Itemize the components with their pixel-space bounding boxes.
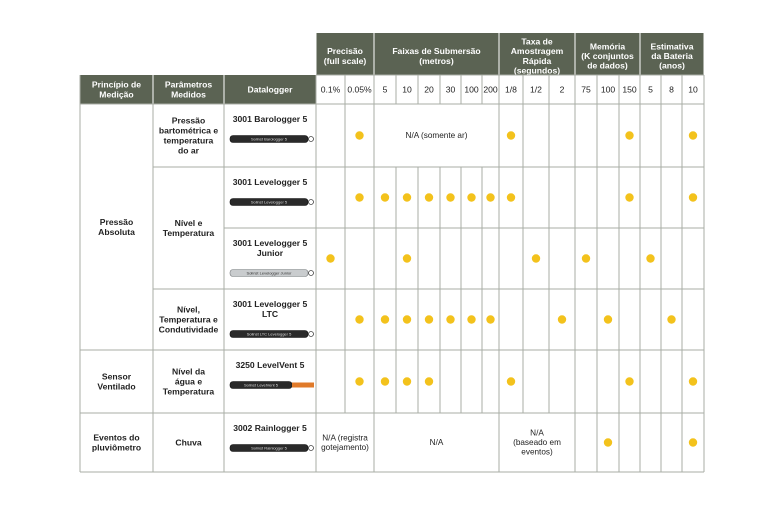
not-applicable-note-line: gotejamento) — [321, 442, 369, 452]
availability-dot — [381, 193, 389, 201]
principle-label-line: Eventos do — [93, 432, 140, 443]
principle-label — [97, 372, 135, 392]
group-header-line: Rápida — [522, 55, 552, 66]
availability-dot — [381, 377, 389, 385]
datalogger-label: Solinst Rainlogger 5 — [251, 445, 287, 451]
group-header-line: (full scale) — [323, 55, 367, 66]
availability-dot — [507, 377, 515, 385]
availability-dot — [507, 193, 515, 201]
availability-dot — [403, 315, 411, 323]
principle-label — [92, 433, 141, 453]
product-name: LTC — [261, 309, 279, 319]
availability-dot — [355, 377, 363, 385]
principle-label-line: Absoluta — [98, 227, 135, 237]
parameter-label — [163, 367, 215, 397]
column-header-line: Parâmetros — [164, 79, 213, 90]
group-header — [324, 46, 367, 66]
availability-dot — [486, 315, 494, 323]
principle-label-line: Pressão — [99, 217, 134, 227]
product-name: 3001 Levelogger 5 — [232, 177, 308, 187]
availability-dot — [467, 315, 475, 323]
availability-dot — [403, 193, 411, 201]
group-header-line: (metros) — [419, 55, 454, 66]
sub-column-label: 8 — [669, 84, 674, 95]
availability-dot — [403, 254, 411, 262]
sub-column-label: 10 — [402, 84, 412, 95]
principle-label-line: Sensor — [101, 371, 132, 382]
column-header — [165, 80, 213, 100]
column-header — [248, 85, 294, 95]
availability-dot — [689, 377, 697, 385]
availability-dot — [604, 438, 612, 446]
group-header-line: (anos) — [659, 60, 685, 71]
group-header-line: de dados) — [587, 60, 628, 71]
availability-dot — [425, 193, 433, 201]
not-applicable-note-line: N/A (somente ar) — [405, 131, 468, 140]
group-header-line: (segundos) — [513, 65, 561, 76]
datalogger-ring — [309, 200, 314, 205]
availability-dot — [446, 315, 454, 323]
sub-column-label: 200 — [483, 84, 498, 95]
parameter-label — [159, 116, 218, 156]
column-header-line: Datalogger — [247, 84, 293, 95]
sub-column-label: 150 — [622, 84, 637, 95]
availability-dot — [532, 254, 540, 262]
availability-dot — [625, 377, 633, 385]
availability-dot — [486, 193, 494, 201]
vent-cable — [292, 383, 314, 388]
not-applicable-note-line: (baseado em — [513, 438, 561, 447]
sub-column-label: 75 — [581, 84, 591, 95]
not-applicable-note-line: N/A — [429, 438, 444, 447]
not-applicable-note-line: N/A (registra — [322, 433, 368, 443]
product-name: 3001 Levelogger 5 — [232, 238, 308, 248]
parameter-label-line: bartométrica e — [158, 125, 219, 136]
parameter-label-line: água e — [174, 376, 203, 387]
sub-column-label: 2 — [559, 84, 565, 95]
datalogger-label: Solinst Levelogger Junior — [246, 270, 292, 276]
group-header-line: da Bateria — [651, 51, 693, 61]
availability-dot — [355, 131, 363, 139]
sub-column-label: 20 — [424, 84, 434, 95]
parameter-label-line: Chuva — [175, 437, 202, 448]
sub-column-label: 100 — [600, 84, 616, 95]
not-applicable-note — [321, 433, 369, 452]
sub-column-label: 5 — [648, 84, 653, 95]
parameter-label — [159, 305, 219, 335]
availability-dot — [625, 193, 633, 201]
parameter-label-line: Nível da — [172, 366, 205, 377]
group-header-line: Taxa de — [521, 36, 553, 47]
group-header-line: Memória — [589, 41, 626, 52]
principle-label-line: Ventilado — [97, 381, 136, 392]
sub-column-label: 30 — [445, 84, 456, 95]
principle-label-line: pluviômetro — [91, 442, 142, 453]
group-header-line: Faixas de Submersão — [392, 46, 481, 57]
datalogger-image — [230, 445, 314, 452]
parameter-label-line: Nível, — [177, 304, 200, 315]
datalogger-image — [230, 136, 314, 143]
availability-dot — [646, 254, 654, 262]
availability-dot — [425, 377, 433, 385]
group-header-line: Estimativa — [650, 41, 694, 52]
parameter-label-line: Nível e — [174, 218, 203, 228]
sub-column-label: 1/8 — [505, 84, 517, 95]
parameter-label — [175, 438, 201, 448]
datalogger-label: Solinst LTC Levelogger 5 — [246, 331, 292, 337]
datalogger-ring — [309, 446, 314, 451]
not-applicable-note — [513, 429, 561, 457]
datalogger-label: Solinst LevelVent 5 — [243, 382, 279, 388]
parameter-label — [163, 218, 215, 238]
sub-column-label: 100 — [464, 84, 479, 95]
datalogger-image — [230, 199, 314, 206]
not-applicable-note — [406, 131, 468, 140]
column-header-line: Medidos — [171, 89, 206, 100]
availability-dot — [355, 315, 363, 323]
datalogger-ring — [309, 271, 314, 276]
availability-dot — [582, 254, 590, 262]
sub-column-label: 10 — [688, 84, 698, 95]
availability-dot — [689, 438, 697, 446]
sub-column-label: 0.1% — [320, 84, 341, 95]
group-header-line: (K conjuntos — [581, 51, 634, 61]
availability-dot — [425, 315, 433, 323]
datalogger-image — [230, 331, 314, 338]
availability-dot — [355, 193, 363, 201]
datalogger-ring — [309, 332, 314, 337]
availability-dot — [604, 315, 612, 323]
parameter-label-line: Pressão — [171, 115, 206, 126]
product-name: 3001 Barologger 5 — [232, 114, 308, 124]
datalogger-image — [230, 270, 314, 277]
availability-dot — [403, 377, 411, 385]
availability-dot — [326, 254, 334, 262]
datalogger-label: Solinst Barologger 5 — [250, 136, 288, 142]
availability-dot — [381, 315, 389, 323]
datalogger-label: Solinst Levelogger 5 — [250, 199, 288, 205]
availability-dot — [446, 193, 454, 201]
availability-dot — [689, 193, 697, 201]
column-header-line: Princípio de — [91, 79, 142, 90]
availability-dot — [558, 315, 566, 323]
not-applicable-note-line: eventos) — [521, 447, 553, 457]
group-header-line: Precisão — [327, 46, 363, 57]
parameter-label-line: Temperatura — [162, 228, 215, 238]
availability-dot — [667, 315, 675, 323]
parameter-label-line: Condutividade — [158, 324, 219, 335]
parameter-label-line: do ar — [177, 145, 200, 156]
availability-dot — [467, 193, 475, 201]
column-header-line: Medição — [99, 89, 134, 100]
sub-column-label: 5 — [382, 84, 388, 95]
parameter-label-line: temperatura — [163, 135, 214, 146]
product-name: Junior — [256, 248, 284, 258]
parameter-label-line: Temperatura — [162, 386, 215, 397]
sub-column-label: 0.05% — [347, 84, 372, 95]
product-name: 3250 LevelVent 5 — [235, 360, 305, 370]
availability-dot — [625, 131, 633, 139]
group-header-line: Amostragem — [510, 46, 564, 57]
sub-column-label: 1/2 — [530, 84, 542, 95]
product-name: 3001 Levelogger 5 — [232, 299, 308, 309]
principle-label — [98, 217, 135, 237]
parameter-label-line: Temperatura e — [159, 314, 218, 325]
availability-dot — [507, 131, 515, 139]
product-name: 3002 Rainlogger 5 — [233, 423, 307, 433]
datalogger-ring — [309, 137, 314, 142]
not-applicable-note — [430, 438, 444, 447]
availability-dot — [689, 131, 697, 139]
datalogger-image — [230, 382, 314, 389]
not-applicable-note-line: N/A — [530, 428, 544, 438]
